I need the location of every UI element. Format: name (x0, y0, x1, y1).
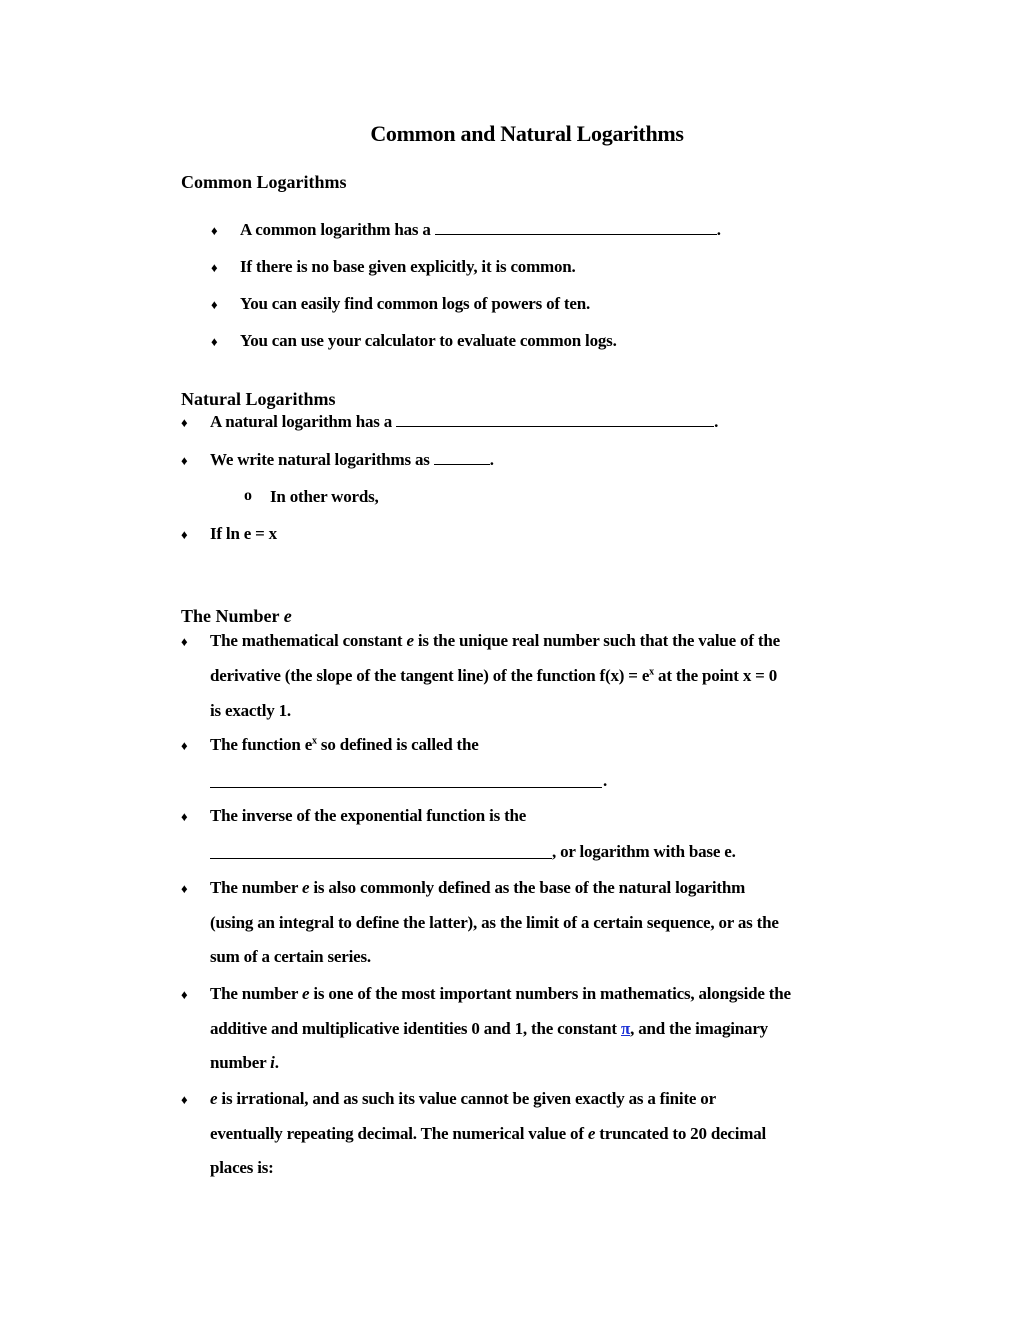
common-item-2: If there is no base given explicitly, it is common. (240, 257, 576, 276)
heading-variable: e (283, 606, 292, 626)
text: is irrational, and as such its value cannot be given exactly as a finite or (221, 1089, 716, 1108)
natural-item-2-suffix: . (489, 450, 494, 469)
text: is also commonly defined as the base of the natural logarithm (313, 878, 746, 897)
natural-item-3: If ln e = x (210, 524, 277, 543)
page-title: Common and Natural Logarithms (370, 121, 684, 146)
e-paragraph-5-line-2 (210, 1019, 768, 1039)
e-paragraph-6-line-3: places is: (210, 1158, 274, 1177)
variable: e (587, 1124, 596, 1143)
superscript: x (312, 735, 317, 747)
common-item-3: You can easily find common logs of powers of ten. (240, 294, 591, 313)
bullet-icon: ♦ (181, 987, 188, 1002)
e-paragraph-2-suffix: . (603, 771, 608, 790)
text: The mathematical constant (210, 631, 403, 650)
fill-in-blank (210, 787, 602, 788)
section-heading-common: Common Logarithms (181, 172, 347, 192)
natural-item-2 (210, 450, 494, 470)
text: The function e (210, 735, 313, 754)
text: number (210, 1053, 267, 1072)
heading-text: The Number (181, 606, 280, 626)
bullet-icon: ♦ (181, 738, 188, 753)
common-item-4: You can use your calculator to evaluate common logs. (240, 331, 617, 350)
e-paragraph-4-line-2: (using an integral to define the latter), as the limit of a certain sequence, or as the (210, 913, 779, 932)
fill-in-blank (210, 858, 552, 859)
e-paragraph-3-suffix: , or logarithm with base e. (552, 842, 736, 861)
bullet-icon: ♦ (181, 809, 188, 824)
bullet-icon: ♦ (211, 223, 218, 238)
text: The number (210, 984, 298, 1003)
e-paragraph-6-line-2 (210, 1124, 766, 1144)
e-paragraph-4-line-3: sum of a certain series. (210, 947, 371, 966)
bullet-icon: ♦ (181, 527, 188, 542)
variable: e (406, 631, 414, 650)
text: is the unique real number such that the value of the (417, 631, 780, 650)
text: truncated to 20 decimal (599, 1124, 767, 1143)
natural-sub-item: In other words, (270, 487, 379, 506)
natural-item-1-text: A natural logarithm has a (210, 412, 393, 431)
text: The number (210, 878, 298, 897)
bullet-icon: ♦ (181, 634, 188, 649)
e-paragraph-4-line-1 (210, 878, 745, 898)
bullet-icon: ♦ (181, 1092, 188, 1107)
text: is one of the most important numbers in mathematics, alongside the (313, 984, 791, 1003)
variable: i (270, 1053, 275, 1072)
text: , and the imaginary (630, 1019, 768, 1038)
e-paragraph-5-line-1 (210, 984, 791, 1004)
fill-in-blank (396, 412, 714, 427)
natural-item-2-text: We write natural logarithms as (210, 450, 430, 469)
bullet-icon: ♦ (181, 415, 188, 430)
text: so defined is called the (320, 735, 479, 754)
variable: e (301, 984, 310, 1003)
pi-link[interactable]: π (620, 1019, 631, 1038)
text: derivative (the slope of the tangent line) of the function f(x) = e (210, 666, 650, 685)
variable: e (210, 1089, 218, 1108)
fill-in-blank (435, 220, 717, 235)
sub-bullet-marker: o (244, 487, 252, 504)
text: eventually repeating decimal. The numerical value of (210, 1124, 584, 1143)
text: additive and multiplicative identities 0 and 1, the constant (210, 1019, 617, 1038)
e-paragraph-5-line-3 (210, 1053, 279, 1073)
fill-in-blank (434, 450, 490, 465)
section-heading-natural: Natural Logarithms (181, 389, 336, 409)
e-paragraph-2-line-1 (210, 735, 479, 755)
e-paragraph-1-line-3: is exactly 1. (210, 701, 291, 720)
common-item-1-suffix: . (716, 220, 721, 239)
text: . (274, 1053, 279, 1072)
superscript: x (649, 666, 654, 678)
natural-item-1 (210, 412, 718, 432)
variable: e (301, 878, 310, 897)
natural-item-1-suffix: . (714, 412, 719, 431)
e-paragraph-3-line-1: The inverse of the exponential function is the (210, 806, 527, 825)
bullet-icon: ♦ (211, 260, 218, 275)
bullet-icon: ♦ (181, 453, 188, 468)
e-paragraph-1-line-1 (210, 631, 780, 651)
bullet-icon: ♦ (181, 881, 188, 896)
bullet-icon: ♦ (211, 297, 218, 312)
common-item-1 (240, 220, 721, 240)
e-paragraph-1-line-2 (210, 666, 777, 686)
bullet-icon: ♦ (211, 334, 218, 349)
e-paragraph-6-line-1 (210, 1089, 716, 1109)
text: at the point x = 0 (658, 666, 777, 685)
section-heading-number-e (181, 606, 292, 627)
common-item-1-text: A common logarithm has a (240, 220, 431, 239)
